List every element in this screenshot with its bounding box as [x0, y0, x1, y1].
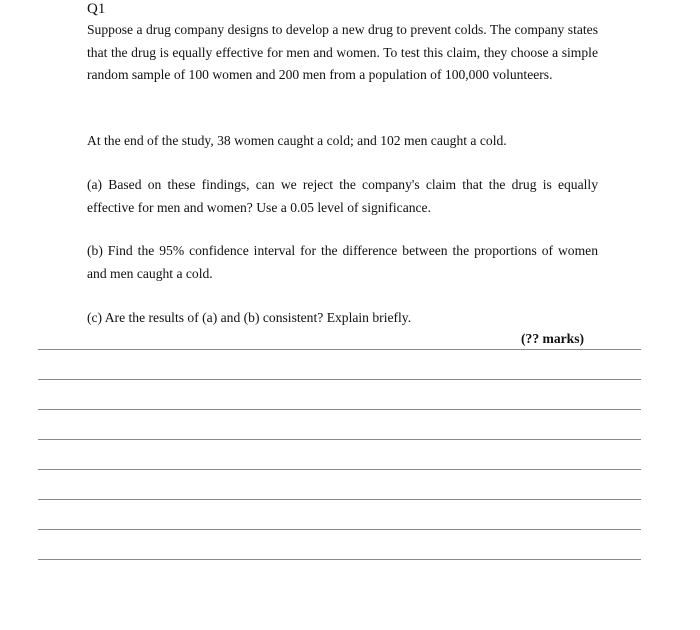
- answer-line: [38, 559, 641, 560]
- question-intro-paragraph: Suppose a drug company designs to develop a new drug to prevent colds. The company states that the drug is equally effective for men and women. To test this claim, they choose a simple random sample of 100 women and 200 men from a population of 100,000 volunteers.: [87, 22, 598, 82]
- answer-line: [38, 529, 641, 530]
- part-c-paragraph: (c) Are the results of (a) and (b) consistent? Explain briefly.: [87, 310, 412, 325]
- answer-line: [38, 379, 641, 380]
- marks-label: (?? marks): [521, 331, 585, 346]
- answer-line: [38, 409, 641, 410]
- answer-line: [38, 469, 641, 470]
- answer-line: [38, 439, 641, 440]
- answer-line: [38, 349, 641, 350]
- answer-line: [38, 499, 641, 500]
- question-label: Q1: [87, 1, 106, 17]
- study-findings-paragraph: At the end of the study, 38 women caught a cold; and 102 men caught a cold.: [87, 133, 507, 148]
- part-a-paragraph: (a) Based on these findings, can we reject the company's claim that the drug is equally effective for men and women? Use a 0.05 level of significance.: [87, 177, 598, 215]
- part-b-paragraph: (b) Find the 95% confidence interval for the difference between the proportions of women and men caught a cold.: [87, 243, 598, 281]
